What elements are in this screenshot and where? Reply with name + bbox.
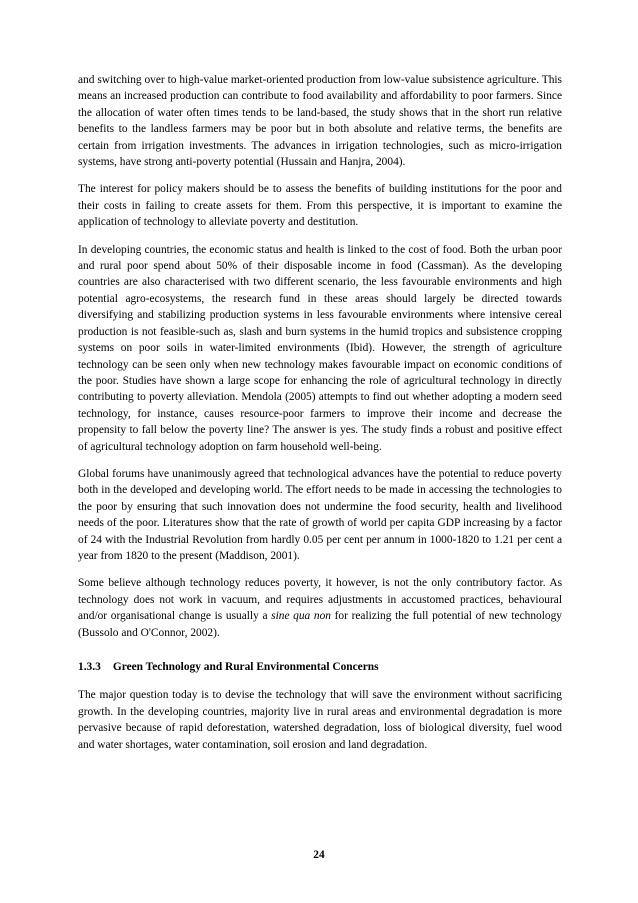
section-title: Green Technology and Rural Environmental Concerns (112, 661, 379, 673)
paragraph-developing-countries: In developing countries, the economic status and health is linked to the cost of food. Both the urban poor and rural poor spend about 50% of their disposable income in food (Cassman). As the developing countries are also characterised with two different scenario, the less favourable environments and high potential agro-ecosystems, the research fund in these areas should largely be directed towards diversifying and stabilizing production systems in less favourable environments where intensive cereal production is not feasible-such as, slash and burn systems in the humid tropics and subsistence cropping systems on poor soils in water-limited environments (Ibid). However, the strength of agriculture technology can be seen only when new technology makes favourable impact on economic conditions of the poor. Studies have shown a large scope for enhancing the role of agricultural technology in directly contributing to poverty alleviation. Mendola (2005) attempts to find out whether adopting a modern seed technology, for instance, causes resource-poor farmers to improve their income and decrease the propensity to fall below the poverty line? The answer is yes. The study finds a robust and positive effect of agricultural technology adoption on farm household well-being. (78, 243, 562, 453)
paragraph-text-before: Some believe although technology reduces poverty, it however, is not the only contributory factor. As technology does not work in vacuum, and requires adjustments in accustomed practices, behavioural and/or organisational change is usually a (78, 577, 562, 623)
section-number: 1.3.3 (78, 661, 101, 673)
paragraph-global-forums: Global forums have unanimously agreed that technological advances have the potential to reduce poverty both in the developed and developing world. The effort needs to be made in accessing the technologies to the poor by ensuring that such innovation does not undermine the food security, health and livelihood needs of the poor. Literatures show that the rate of growth of world per capita GDP increasing by a factor of 24 with the Industrial Revolution from hardly 0.05 per cent per annum in 1000-1820 to 1.21 per cent a year from 1820 to the present (Maddison, 2001). (78, 467, 562, 562)
section-heading (78, 659, 562, 675)
paragraph-environment: The major question today is to devise the technology that will save the environment without sacrificing growth. In the developing countries, majority live in rural areas and environmental degradation is more pervasive because of rapid deforestation, watershed degradation, loss of biological diversity, fuel wood and water shortages, water contamination, soil erosion and land degradation. (78, 689, 562, 751)
page-number: 24 (313, 849, 325, 861)
paragraph-contributory-factor (78, 575, 562, 641)
paragraph-text-after: for realizing the full potential of new technology (Bussolo and O'Connor, 2002). (78, 610, 562, 639)
paragraph-italic-phrase: sine qua non (271, 610, 331, 623)
paragraph-policy-makers: The interest for policy makers should be to assess the benefits of building institutions for the poor and their costs in failing to create assets for them. From this perspective, it is important to examine the application of technology to alleviate poverty and destitution. (78, 183, 562, 229)
page-body (78, 72, 562, 764)
paragraph-irrigation: and switching over to high-value market-oriented production from low-value subsistence agriculture. This means an increased production can contribute to food availability and affordability to poor farmers. Since the allocation of water often times tends to be land-based, the study shows that in the short run relative benefits to the landless farmers may be poor but in both absolute and relative terms, the benefits are certain from irrigation investments. The advances in irrigation technologies, such as micro-irrigation systems, have strong anti-poverty potential (Hussain and Hanjra, 2004). (78, 74, 562, 169)
